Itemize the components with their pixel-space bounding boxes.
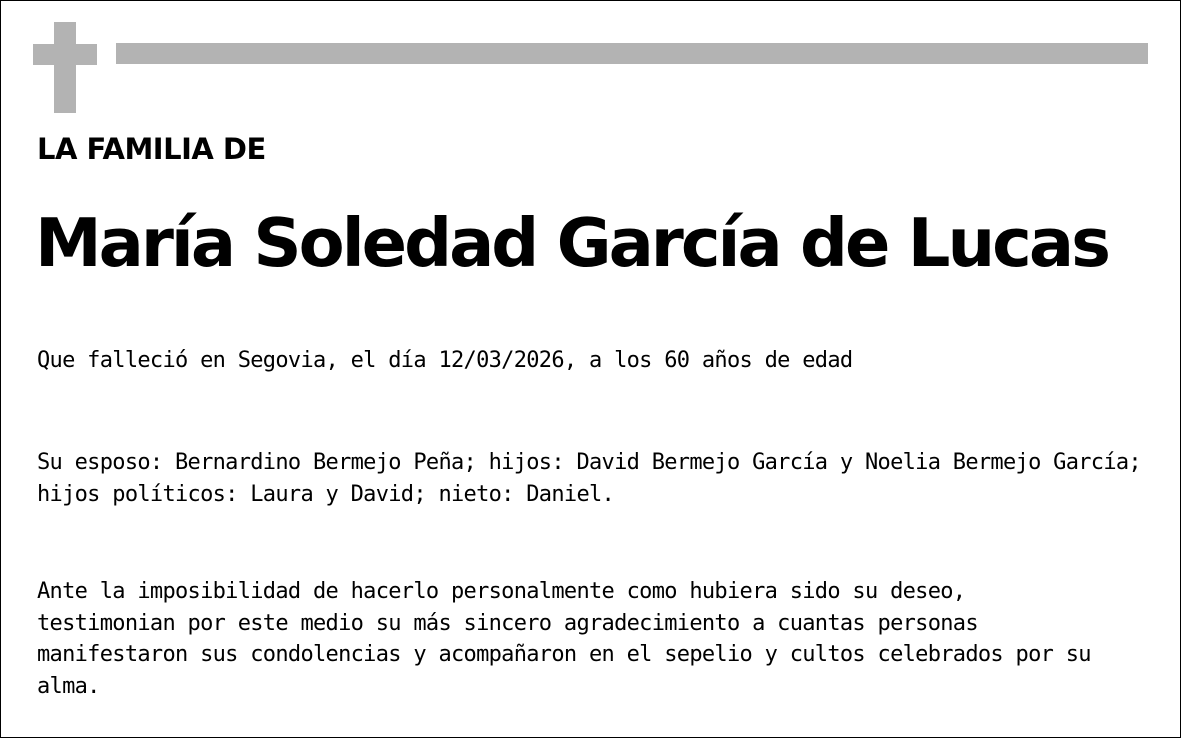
family-line: hijos políticos: Laura y David; nieto: Daniel. xyxy=(37,481,615,507)
thanks-line: manifestaron sus condolencias y acompañaron en el sepelio y cultos celebrados por su xyxy=(37,642,1091,667)
death-notice-text: Que falleció en Segovia, el día 12/03/2026, a los 60 años de edad xyxy=(37,348,853,373)
death-notice xyxy=(37,345,1162,377)
thanks-line: testimonian por este medio su más sincero agradecimiento a cuantas personas xyxy=(37,610,978,636)
family-members-paragraph xyxy=(37,447,1162,510)
cross-icon-vertical-beam xyxy=(54,22,76,113)
thanks-line: Ante la imposibilidad de hacerlo personalmente como hubiera sido su deseo, xyxy=(37,579,966,604)
cross-icon-horizontal-beam xyxy=(33,44,97,65)
thanks-paragraph xyxy=(37,576,1162,702)
header-divider-bar xyxy=(116,43,1148,64)
family-line: Su esposo: Bernardino Bermejo Peña; hijos: David Bermejo García y Noelia Bermejo García; xyxy=(37,450,1141,475)
deceased-name: María Soledad García de Lucas xyxy=(35,204,1108,282)
family-heading: LA FAMILIA DE xyxy=(37,132,266,166)
thanks-line: alma. xyxy=(37,673,100,699)
